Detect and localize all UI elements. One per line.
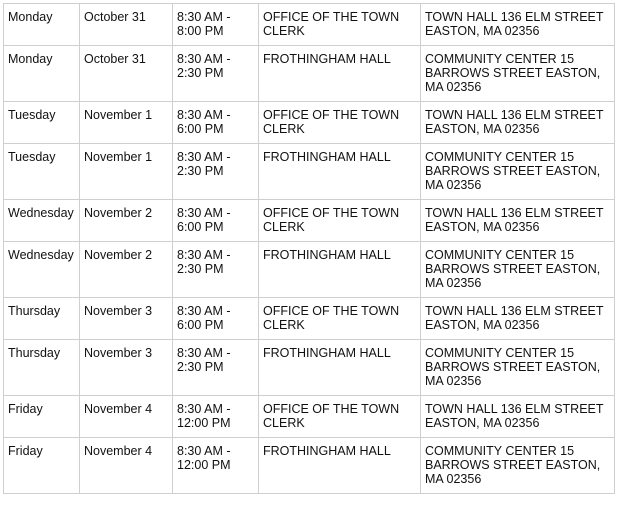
- day-cell: Thursday: [4, 298, 80, 340]
- day-cell: Monday: [4, 4, 80, 46]
- day-cell: Wednesday: [4, 200, 80, 242]
- table-row: [4, 46, 615, 102]
- address-cell: COMMUNITY CENTER 15 BARROWS STREET EASTON, MA 02356: [421, 242, 615, 298]
- day-cell: Monday: [4, 46, 80, 102]
- day-cell: Friday: [4, 438, 80, 494]
- table-row: [4, 396, 615, 438]
- date-cell: November 4: [80, 438, 173, 494]
- address-cell: COMMUNITY CENTER 15 BARROWS STREET EASTON, MA 02356: [421, 438, 615, 494]
- table-row: [4, 200, 615, 242]
- time-cell: 8:30 AM - 6:00 PM: [173, 298, 259, 340]
- day-cell: Tuesday: [4, 144, 80, 200]
- address-cell: TOWN HALL 136 ELM STREET EASTON, MA 02356: [421, 102, 615, 144]
- table-row: [4, 438, 615, 494]
- location-cell: OFFICE OF THE TOWN CLERK: [259, 200, 421, 242]
- schedule-table-body: [4, 4, 615, 494]
- address-cell: TOWN HALL 136 ELM STREET EASTON, MA 02356: [421, 4, 615, 46]
- address-cell: COMMUNITY CENTER 15 BARROWS STREET EASTON, MA 02356: [421, 46, 615, 102]
- date-cell: November 2: [80, 242, 173, 298]
- address-cell: TOWN HALL 136 ELM STREET EASTON, MA 02356: [421, 396, 615, 438]
- date-cell: November 3: [80, 340, 173, 396]
- day-cell: Friday: [4, 396, 80, 438]
- date-cell: October 31: [80, 46, 173, 102]
- location-cell: FROTHINGHAM HALL: [259, 438, 421, 494]
- address-cell: COMMUNITY CENTER 15 BARROWS STREET EASTON, MA 02356: [421, 340, 615, 396]
- location-cell: OFFICE OF THE TOWN CLERK: [259, 4, 421, 46]
- location-cell: OFFICE OF THE TOWN CLERK: [259, 396, 421, 438]
- table-row: [4, 242, 615, 298]
- time-cell: 8:30 AM - 2:30 PM: [173, 340, 259, 396]
- date-cell: October 31: [80, 4, 173, 46]
- day-cell: Thursday: [4, 340, 80, 396]
- time-cell: 8:30 AM - 2:30 PM: [173, 242, 259, 298]
- location-cell: FROTHINGHAM HALL: [259, 144, 421, 200]
- location-cell: OFFICE OF THE TOWN CLERK: [259, 298, 421, 340]
- table-row: [4, 144, 615, 200]
- time-cell: 8:30 AM - 12:00 PM: [173, 438, 259, 494]
- date-cell: November 4: [80, 396, 173, 438]
- address-cell: TOWN HALL 136 ELM STREET EASTON, MA 02356: [421, 298, 615, 340]
- time-cell: 8:30 AM - 12:00 PM: [173, 396, 259, 438]
- time-cell: 8:30 AM - 8:00 PM: [173, 4, 259, 46]
- day-cell: Tuesday: [4, 102, 80, 144]
- location-cell: OFFICE OF THE TOWN CLERK: [259, 102, 421, 144]
- time-cell: 8:30 AM - 6:00 PM: [173, 200, 259, 242]
- time-cell: 8:30 AM - 2:30 PM: [173, 144, 259, 200]
- time-cell: 8:30 AM - 6:00 PM: [173, 102, 259, 144]
- location-cell: FROTHINGHAM HALL: [259, 340, 421, 396]
- location-cell: FROTHINGHAM HALL: [259, 242, 421, 298]
- table-row: [4, 298, 615, 340]
- table-row: [4, 340, 615, 396]
- schedule-table: [3, 3, 615, 494]
- date-cell: November 2: [80, 200, 173, 242]
- location-cell: FROTHINGHAM HALL: [259, 46, 421, 102]
- address-cell: COMMUNITY CENTER 15 BARROWS STREET EASTON, MA 02356: [421, 144, 615, 200]
- day-cell: Wednesday: [4, 242, 80, 298]
- date-cell: November 3: [80, 298, 173, 340]
- time-cell: 8:30 AM - 2:30 PM: [173, 46, 259, 102]
- table-row: [4, 4, 615, 46]
- address-cell: TOWN HALL 136 ELM STREET EASTON, MA 02356: [421, 200, 615, 242]
- table-row: [4, 102, 615, 144]
- date-cell: November 1: [80, 144, 173, 200]
- date-cell: November 1: [80, 102, 173, 144]
